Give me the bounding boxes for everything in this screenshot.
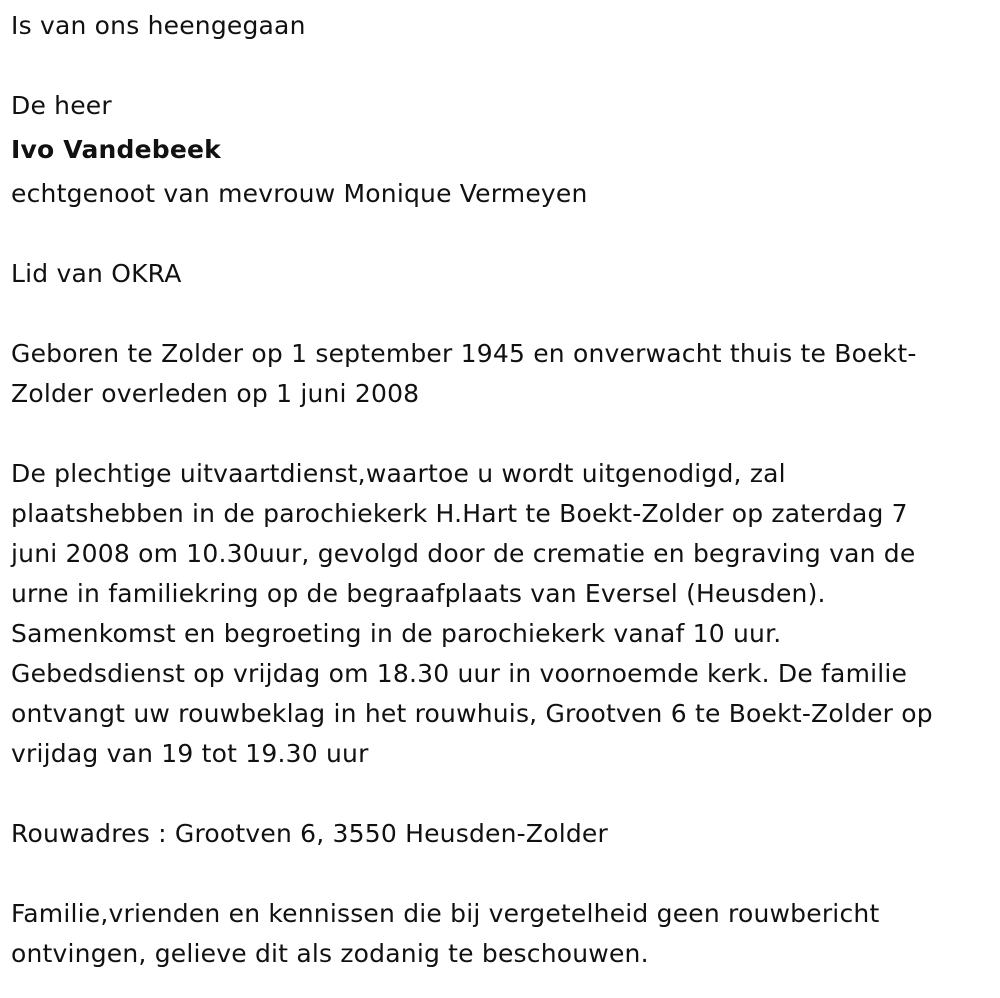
- paragraph-line: Zolder overleden op 1 juni 2008: [11, 379, 420, 408]
- birth-death-paragraph: [11, 334, 991, 414]
- membership-text: Lid van OKRA: [11, 259, 182, 288]
- paragraph-line: ontvingen, gelieve dit als zodanig te beschouwen.: [11, 939, 649, 968]
- paragraph-line: juni 2008 om 10.30uur, gevolgd door de crematie en begraving van de: [11, 539, 916, 568]
- paragraph-line: Samenkomst en begroeting in de parochiekerk vanaf 10 uur.: [11, 619, 782, 648]
- mourning-address: Rouwadres : Grootven 6, 3550 Heusden-Zolder: [11, 819, 608, 848]
- spacer: [11, 214, 991, 254]
- obituary-notice: [11, 6, 991, 974]
- paragraph-line: ontvangt uw rouwbeklag in het rouwhuis, Grootven 6 te Boekt-Zolder op: [11, 699, 933, 728]
- spacer: [11, 414, 991, 454]
- paragraph-line: plaatshebben in de parochiekerk H.Hart te Boekt-Zolder op zaterdag 7: [11, 499, 908, 528]
- service-paragraph: [11, 454, 991, 774]
- paragraph-line: Geboren te Zolder op 1 september 1945 en onverwacht thuis te Boekt-: [11, 339, 917, 368]
- paragraph-line: urne in familiekring op de begraafplaats van Eversel (Heusden).: [11, 579, 826, 608]
- intro-text: Is van ons heengegaan: [11, 11, 306, 40]
- paragraph-line: De plechtige uitvaartdienst,waartoe u wordt uitgenodigd, zal: [11, 459, 786, 488]
- spacer: [11, 854, 991, 894]
- spacer: [11, 294, 991, 334]
- paragraph-line: Familie,vrienden en kennissen die bij vergetelheid geen rouwbericht: [11, 899, 880, 928]
- spacer: [11, 774, 991, 814]
- closing-paragraph: [11, 894, 991, 974]
- paragraph-line: vrijdag van 19 tot 19.30 uur: [11, 739, 369, 768]
- spouse-text: echtgenoot van mevrouw Monique Vermeyen: [11, 179, 588, 208]
- salutation: De heer: [11, 91, 112, 120]
- paragraph-line: Gebedsdienst op vrijdag om 18.30 uur in voornoemde kerk. De familie: [11, 659, 908, 688]
- deceased-name: Ivo Vandebeek: [11, 135, 222, 164]
- spacer: [11, 46, 991, 86]
